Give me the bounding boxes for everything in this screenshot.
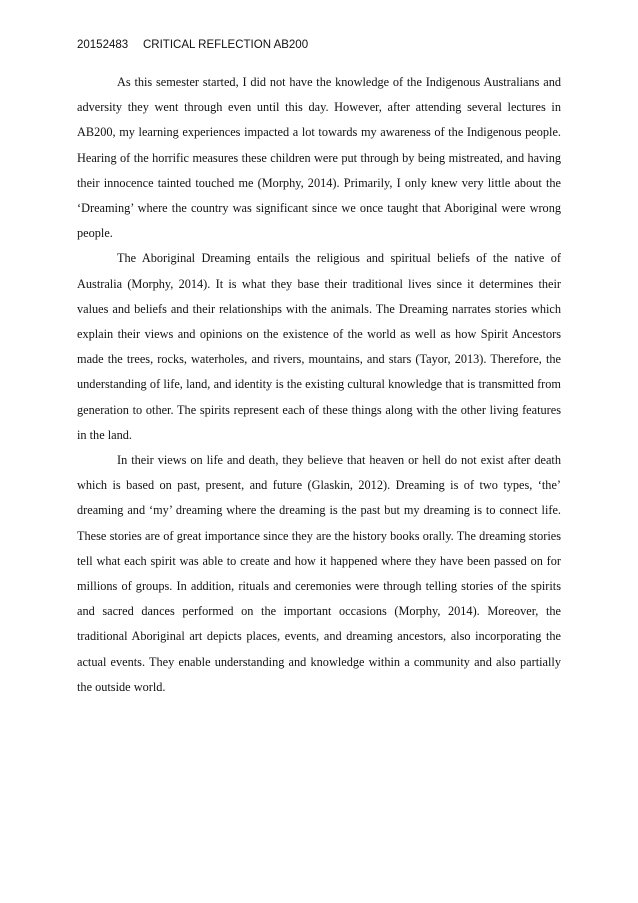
student-id: 20152483 — [77, 39, 129, 51]
paragraph-2: The Aboriginal Dreaming entails the religious and spiritual beliefs of the native of Australia (Morphy, 2014). It is what they base their traditional lives since it determines their values and beliefs and their relationships with the animals. The Dreaming narrates stories which explain their views and opinions on the existence of the world as well as how Spirit Ancestors made the trees, rocks, waterholes, and rivers, mountains, and stars (Tayor, 2013). Therefore, the understanding of life, land, and identity is the existing cultural knowledge that is transmitted from generation to other. The spirits represent each of these things along with the other living features in the land. — [77, 251, 561, 442]
paragraph-3: In their views on life and death, they believe that heaven or hell do not exist after death which is based on past, present, and future (Glaskin, 2012). Dreaming is of two types, ‘the’ dreaming and ‘my’ dreaming where the dreaming is the past but my dreaming is to connect life. These stories are of great importance since they are the history books orally. The dreaming stories tell what each spirit was able to create and how it happened where they have been passed on for millions of groups. In addition, rituals and ceremonies were through telling stories of the spirits and sacred dances performed on the important occasions (Morphy, 2014). Moreover, the traditional Aboriginal art depicts places, events, and dreaming ancestors, also incorporating the actual events. They enable understanding and knowledge within a community and also partially the outside world. — [77, 453, 561, 694]
document-title: CRITICAL REFLECTION AB200 — [143, 39, 309, 51]
page-header — [77, 39, 308, 51]
paragraph-1: As this semester started, I did not have the knowledge of the Indigenous Australians and adversity they went through even until this day. However, after attending several lectures in AB200, my learning experiences impacted a lot towards my awareness of the Indigenous people. Hearing of the horrific measures these children were put through by being mistreated, and having their innocence tainted touched me (Morphy, 2014). Primarily, I only knew very little about the ‘Dreaming’ where the country was significant since we once taught that Aboriginal were wrong people. — [77, 75, 561, 241]
document-body — [77, 70, 561, 700]
